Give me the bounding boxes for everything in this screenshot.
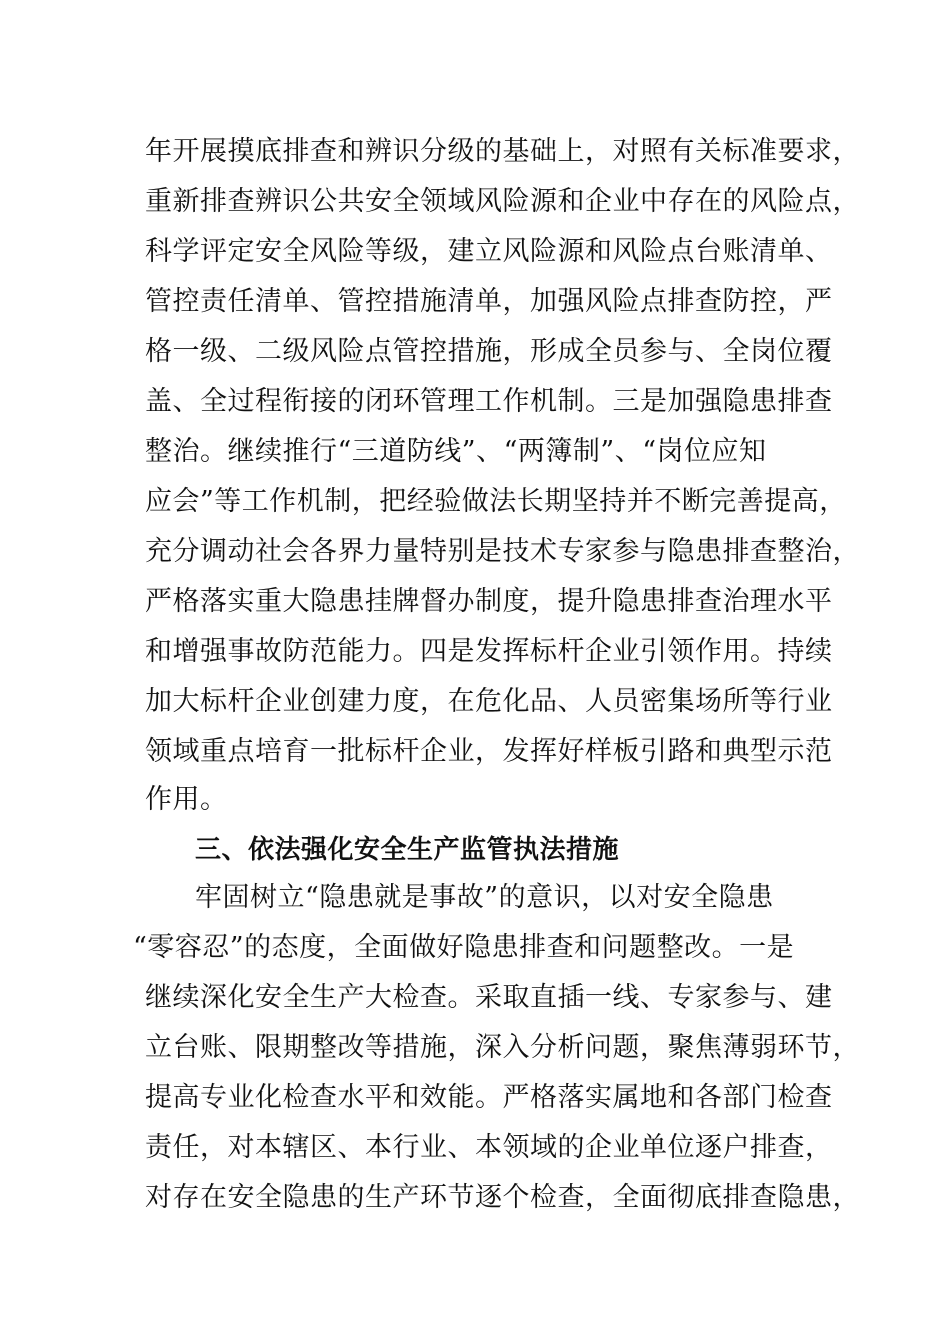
body-line: 严格落实重大隐患挂牌督办制度，提升隐患排查治理水平 [145, 586, 833, 617]
body-line: 年开展摸底排查和辨识分级的基础上，对照有关标准要求， [145, 136, 860, 167]
body-line: 应会”等工作机制，把经验做法长期坚持并不断完善提高， [145, 486, 847, 517]
body-line: 继续深化安全生产大检查。采取直插一线、专家参与、建 [145, 982, 833, 1013]
body-line: 盖、全过程衔接的闭环管理工作机制。三是加强隐患排查 [145, 386, 833, 417]
body-line: 加大标杆企业创建力度，在危化品、人员密集场所等行业 [145, 686, 833, 717]
body-line: 格一级、二级风险点管控措施，形成全员参与、全岗位覆 [145, 336, 833, 367]
body-line: 和增强事故防范能力。四是发挥标杆企业引领作用。持续 [145, 636, 833, 667]
body-line: 对存在安全隐患的生产环节逐个检查，全面彻底排查隐患， [145, 1182, 860, 1213]
body-line: 立台账、限期整改等措施，深入分析问题，聚焦薄弱环节， [145, 1032, 860, 1063]
body-line: 责任，对本辖区、本行业、本领域的企业单位逐户排查， [145, 1132, 833, 1163]
section-heading: 三、依法强化安全生产监管执法措施 [195, 835, 620, 865]
body-line: 牢固树立“隐患就是事故”的意识，以对安全隐患 [195, 882, 774, 913]
body-line: 整治。继续推行“三道防线”、“两簿制”、“岗位应知 [145, 436, 767, 467]
body-line: 充分调动社会各界力量特别是技术专家参与隐患排查整治， [145, 536, 860, 567]
body-line: 领域重点培育一批标杆企业，发挥好样板引路和典型示范 [145, 736, 833, 767]
body-line: 提高专业化检查水平和效能。严格落实属地和各部门检查 [145, 1082, 833, 1113]
body-line: “零容忍”的态度，全面做好隐患排查和问题整改。一是 [133, 932, 795, 963]
body-line: 重新排查辨识公共安全领域风险源和企业中存在的风险点， [145, 186, 860, 217]
body-line: 作用。 [145, 784, 228, 815]
body-line: 科学评定安全风险等级，建立风险源和风险点台账清单、 [145, 236, 833, 267]
body-line: 管控责任清单、管控措施清单，加强风险点排查防控，严 [145, 286, 833, 317]
